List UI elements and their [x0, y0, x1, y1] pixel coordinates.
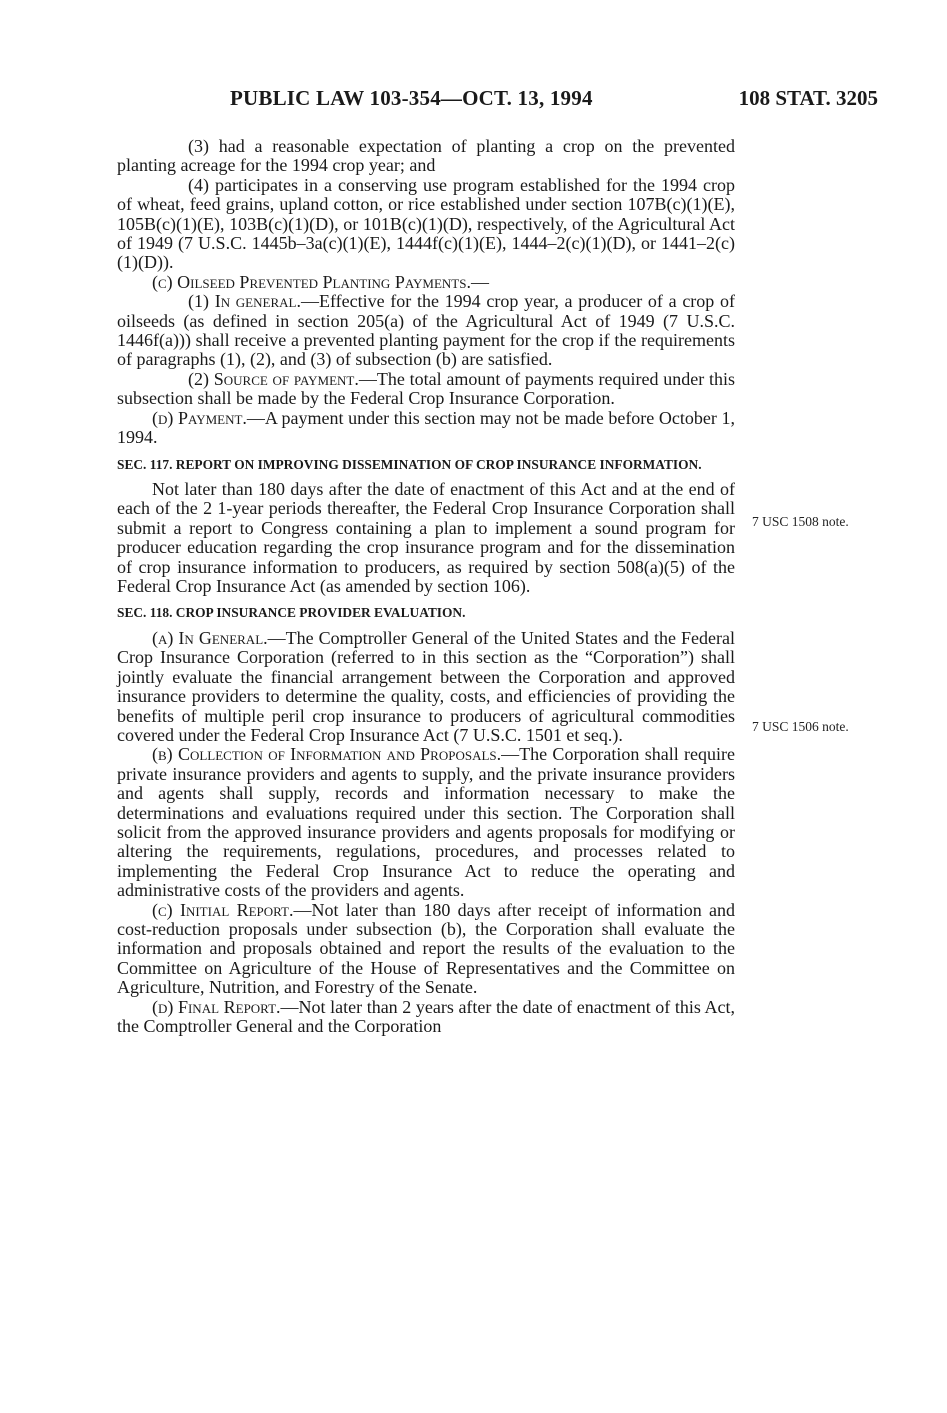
subsection-118-c-text: —Not later than 180 days after receipt of information and cost-reduction proposals under subsection (b), the Corporation shall evaluate the information and proposals obtained and report the results of the evaluation to the Committee on Agriculture of the House of Representatives and the Committee on Agriculture, Nutrition, and Forestry of the Senate. — [117, 899, 735, 998]
subsection-118-d-text: —Not later than 2 years after the date of enactment of this Act, the Comptroller General and the Corporation — [117, 996, 735, 1037]
subsection-d — [117, 409, 735, 448]
subsection-d-text: —A payment under this section may not be made before October 1, 1994. — [117, 407, 735, 448]
subsection-118-c — [117, 901, 735, 998]
paragraph-c1 — [117, 292, 735, 370]
running-header — [230, 86, 878, 116]
section-117-heading: SEC. 117. REPORT ON IMPROVING DISSEMINATION OF CROP INSURANCE INFORMATION. — [117, 456, 702, 472]
paragraph-c2 — [117, 370, 735, 409]
paragraph-b4: (4) participates in a conserving use program established for the 1994 crop of wheat, feed grains, upland cotton, or rice established under section 107B(c)(1)(E), 105B(c)(1)(E), 103B(c)(1)(D), or 101B(c)(1)(D), respectively, of the Agricultural Act of 1949 (7 U.S.C. 1445b–3a(c)(1)(E), 1444f(c)(1)(E), 1444–2(c)(1)(D), or 1441–2(c)(1)(D)). — [117, 174, 735, 273]
subsection-c-heading — [117, 273, 735, 292]
subsection-118-a-label: (a) In General. — [152, 627, 268, 648]
subsection-118-b — [117, 745, 735, 900]
statute-citation: 108 STAT. 3205 — [738, 86, 878, 110]
paragraph-c2-label: (2) Source of payment. — [188, 368, 359, 389]
section-117-text: Not later than 180 days after the date of enactment of this Act and at the end of each of the 2 1-year periods thereafter, the Federal Crop Insurance Corporation shall submit a report to Congress containing a plan to implement a sound program for producer education regarding the crop insurance program and for the dissemination of crop insurance information to producers, as required by section 508(a)(5) of the Federal Crop Insurance Act (as amended by section 106). — [117, 479, 735, 597]
subsection-118-b-label: (b) Collection of Information and Proposals. — [152, 744, 502, 765]
paragraph-c2-text: —The total amount of payments required under this subsection shall be made by the Federal Crop Insurance Corporation. — [117, 368, 736, 409]
subsection-118-a-text: —The Comptroller General of the United States and the Federal Crop Insurance Corporation (referred to in this section as the “Corporation”) shall jointly evaluate the financial arrangement between the Corporation and approved insurance providers to determine the quality, costs, and efficiencies of providing the benefits of multiple peril crop insurance to producers of agricultural commodities covered under the Federal Crop Insurance Act (7 U.S.C. 1501 et seq.). — [117, 627, 735, 745]
subsection-118-d-label: (d) Final Report. — [152, 996, 281, 1017]
paragraph-c1-text: —Effective for the 1994 crop year, a producer of a crop of oilseeds (as defined in section 205(a) of the Agricultural Act of 1949 (7 U.S.C. 1446f(a))) shall receive a prevented planting payment for the crop if the requirements of paragraphs (1), (2), and (3) of subsection (b) are satisfied. — [117, 291, 735, 370]
subsection-118-b-text: —The Corporation shall require private insurance providers and agents to supply, and the private insurance providers and agents shall supply, records and information necessary to make the determinations and evaluations required under this section. The Corporation shall solicit from the approved insurance providers and agents proposals for modifying or altering the requirements, regulations, procedures, and processes related to implementing the Federal Crop Insurance Act to reduce the operating and administrative costs of the providers and agents. — [117, 744, 736, 901]
subsection-118-c-label: (c) Initial Report. — [152, 899, 294, 920]
running-head: PUBLIC LAW 103-354—OCT. 13, 1994 — [230, 86, 593, 110]
margin-note-sec118: 7 USC 1506 note. — [752, 719, 849, 734]
subsection-118-a — [117, 629, 735, 745]
subsection-118-d — [117, 998, 735, 1037]
subsection-d-label: (d) Payment. — [152, 407, 247, 428]
subsection-c-heading-text: (c) Oilseed Prevented Planting Payments.— — [152, 271, 489, 292]
section-118-heading: SEC. 118. CROP INSURANCE PROVIDER EVALUATION. — [117, 605, 466, 621]
margin-note-sec117: 7 USC 1508 note. — [752, 514, 849, 529]
paragraph-b3: (3) had a reasonable expectation of planting a crop on the prevented planting acreage for the 1994 crop year; and — [117, 136, 735, 176]
body-column — [117, 137, 735, 1036]
paragraph-c1-label: (1) In general. — [188, 291, 301, 312]
